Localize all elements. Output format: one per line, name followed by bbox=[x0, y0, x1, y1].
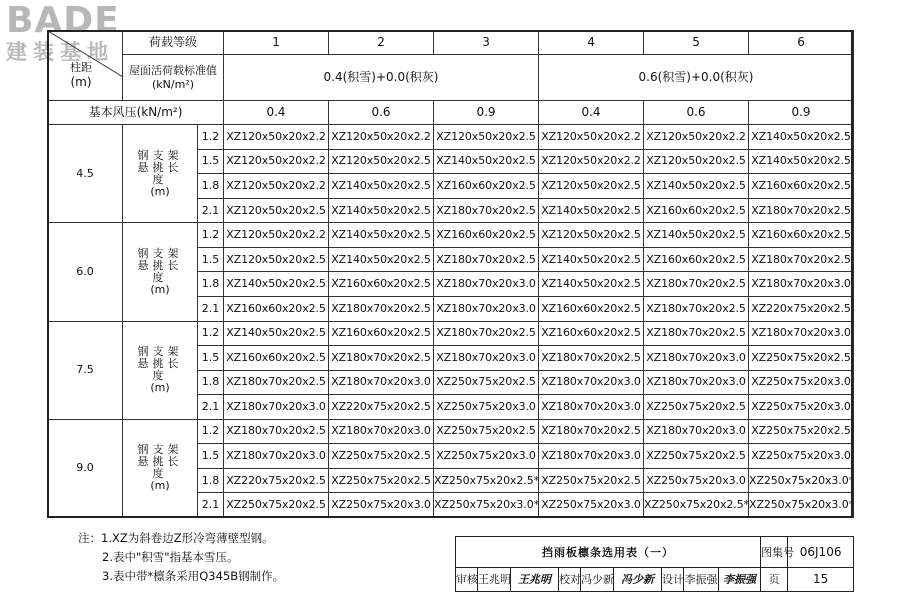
wind-pressure-label: 基本风压(kN/m²) bbox=[48, 101, 224, 125]
note-3: 3.表中带*檩条采用Q345B钢制作。 bbox=[102, 569, 285, 583]
purlin-spec-cell: XZ180x70x20x2.5 bbox=[329, 297, 434, 322]
review-signature: 王兆明 bbox=[511, 567, 559, 591]
purlin-spec-cell: XZ140x50x20x2.5 bbox=[749, 125, 854, 150]
purlin-spec-cell: XZ140x50x20x2.5 bbox=[539, 198, 644, 223]
purlin-spec-cell: XZ120x50x20x2.5 bbox=[644, 149, 749, 174]
purlin-spec-cell: XZ160x60x20x2.5 bbox=[644, 247, 749, 272]
purlin-spec-cell: XZ120x50x20x2.5 bbox=[539, 223, 644, 248]
overhang-length: 1.5 bbox=[198, 149, 224, 174]
overhang-length: 1.8 bbox=[198, 468, 224, 493]
purlin-spec-cell: XZ250x75x20x2.5 bbox=[224, 493, 329, 518]
span-value: 6.0 bbox=[48, 223, 123, 321]
purlin-spec-cell: XZ250x75x20x2.5* bbox=[434, 468, 539, 493]
overhang-length: 1.8 bbox=[198, 174, 224, 199]
purlin-spec-cell: XZ180x70x20x3.0 bbox=[434, 272, 539, 297]
check-name: 冯少新 bbox=[581, 567, 614, 591]
overhang-length: 2.1 bbox=[198, 493, 224, 518]
purlin-spec-cell: XZ120x50x20x2.2 bbox=[539, 125, 644, 150]
purlin-spec-cell: XZ180x70x20x3.0 bbox=[749, 321, 854, 346]
purlin-spec-cell: XZ140x50x20x2.5 bbox=[434, 149, 539, 174]
span-value: 9.0 bbox=[48, 419, 123, 517]
logo-subtitle: 建装基地 bbox=[6, 40, 114, 64]
overhang-unit: (m) bbox=[150, 381, 170, 395]
purlin-spec-cell: XZ180x70x20x3.0 bbox=[539, 444, 644, 469]
purlin-spec-cell: XZ120x50x20x2.2 bbox=[224, 223, 329, 248]
purlin-spec-cell: XZ160x60x20x2.5 bbox=[434, 174, 539, 199]
span-label: 柱距 bbox=[70, 61, 92, 74]
overhang-length: 2.1 bbox=[198, 297, 224, 322]
purlin-spec-cell: XZ120x50x20x2.5 bbox=[539, 174, 644, 199]
purlin-spec-cell: XZ180x70x20x2.5 bbox=[749, 198, 854, 223]
check-label: 校对 bbox=[559, 567, 581, 591]
purlin-spec-cell: XZ160x60x20x2.5 bbox=[329, 321, 434, 346]
purlin-spec-cell: XZ180x70x20x2.5 bbox=[749, 247, 854, 272]
design-signature: 李振强 bbox=[719, 567, 761, 591]
overhang-length: 1.8 bbox=[198, 272, 224, 297]
purlin-spec-cell: XZ140x50x20x2.5 bbox=[539, 247, 644, 272]
span-unit: (m) bbox=[70, 75, 92, 89]
overhang-label: 钢支架悬挑长度 bbox=[137, 246, 183, 284]
purlin-spec-cell: XZ140x50x20x2.5 bbox=[329, 198, 434, 223]
purlin-spec-cell: XZ140x50x20x2.5 bbox=[539, 272, 644, 297]
purlin-spec-cell: XZ250x75x20x2.5 bbox=[434, 419, 539, 444]
purlin-spec-cell: XZ180x70x20x2.5 bbox=[434, 321, 539, 346]
purlin-spec-cell: XZ140x50x20x2.5 bbox=[329, 223, 434, 248]
overhang-length: 1.5 bbox=[198, 346, 224, 371]
grade-3: 3 bbox=[434, 31, 539, 55]
atlas-number: 06J106 bbox=[788, 537, 854, 568]
roof-load-label: 屋面活荷载标准值 bbox=[129, 63, 217, 77]
note-2: 2.表中"积雪"指基本雪压。 bbox=[102, 550, 239, 564]
purlin-spec-cell: XZ140x50x20x2.5 bbox=[329, 174, 434, 199]
overhang-length: 1.2 bbox=[198, 419, 224, 444]
wind-value: 0.6 bbox=[644, 101, 749, 125]
purlin-spec-cell: XZ180x70x20x3.0 bbox=[644, 346, 749, 371]
purlin-spec-cell: XZ250x75x20x2.5 bbox=[329, 444, 434, 469]
overhang-length: 1.5 bbox=[198, 247, 224, 272]
review-label: 审核 bbox=[456, 567, 478, 591]
roof-load-value-b: 0.6(积雪)+0.0(积灰) bbox=[539, 55, 854, 101]
overhang-length: 2.1 bbox=[198, 395, 224, 420]
purlin-spec-cell: XZ250x75x20x3.0 bbox=[434, 395, 539, 420]
purlin-spec-cell: XZ160x60x20x2.5 bbox=[749, 174, 854, 199]
purlin-spec-cell: XZ160x60x20x2.5 bbox=[749, 223, 854, 248]
purlin-spec-cell: XZ250x75x20x2.5* bbox=[644, 493, 749, 518]
note-1: 注：1.XZ为斜卷边Z形冷弯薄壁型钢。 bbox=[78, 531, 274, 545]
purlin-spec-cell: XZ160x60x20x2.5 bbox=[539, 321, 644, 346]
purlin-spec-cell: XZ250x75x20x3.0* bbox=[749, 468, 854, 493]
purlin-spec-cell: XZ250x75x20x3.0 bbox=[644, 468, 749, 493]
purlin-spec-cell: XZ180x70x20x2.5 bbox=[644, 297, 749, 322]
wind-value: 0.6 bbox=[329, 101, 434, 125]
title-block bbox=[455, 536, 854, 592]
purlin-spec-cell: XZ250x75x20x2.5 bbox=[539, 468, 644, 493]
purlin-spec-cell: XZ250x75x20x3.0 bbox=[434, 444, 539, 469]
logo-brand: BADE bbox=[6, 0, 120, 41]
span-value: 7.5 bbox=[48, 321, 123, 419]
grade-2: 2 bbox=[329, 31, 434, 55]
purlin-spec-cell: XZ180x70x20x2.5 bbox=[329, 346, 434, 371]
overhang-length: 1.2 bbox=[198, 223, 224, 248]
purlin-spec-cell: XZ180x70x20x2.5 bbox=[224, 419, 329, 444]
purlin-spec-cell: XZ180x70x20x3.0 bbox=[539, 370, 644, 395]
purlin-spec-cell: XZ140x50x20x2.5 bbox=[224, 321, 329, 346]
purlin-spec-cell: XZ120x50x20x2.5 bbox=[329, 149, 434, 174]
drawing-title: 挡雨板檩条选用表（一） bbox=[456, 537, 761, 568]
purlin-spec-cell: XZ250x75x20x3.0 bbox=[329, 493, 434, 518]
purlin-spec-cell: XZ250x75x20x2.5 bbox=[644, 444, 749, 469]
purlin-spec-cell: XZ140x50x20x2.5 bbox=[224, 272, 329, 297]
purlin-spec-cell: XZ180x70x20x3.0 bbox=[224, 444, 329, 469]
wind-value: 0.9 bbox=[749, 101, 854, 125]
purlin-spec-cell: XZ180x70x20x3.0 bbox=[434, 346, 539, 371]
purlin-spec-cell: XZ120x50x20x2.2 bbox=[644, 125, 749, 150]
purlin-spec-cell: XZ120x50x20x2.2 bbox=[329, 125, 434, 150]
overhang-length: 2.1 bbox=[198, 198, 224, 223]
overhang-length: 1.2 bbox=[198, 125, 224, 150]
overhang-unit: (m) bbox=[150, 184, 170, 198]
grade-6: 6 bbox=[749, 31, 854, 55]
purlin-spec-cell: XZ120x50x20x2.2 bbox=[539, 149, 644, 174]
purlin-spec-cell: XZ220x75x20x2.5 bbox=[224, 468, 329, 493]
purlin-spec-cell: XZ180x70x20x2.5 bbox=[539, 419, 644, 444]
grade-4: 4 bbox=[539, 31, 644, 55]
roof-load-unit: (kN/m²) bbox=[152, 77, 195, 91]
overhang-length: 1.8 bbox=[198, 370, 224, 395]
table-border bbox=[47, 30, 853, 518]
purlin-spec-cell: XZ160x60x20x2.5 bbox=[224, 297, 329, 322]
purlin-spec-cell: XZ180x70x20x3.0 bbox=[749, 272, 854, 297]
purlin-spec-cell: XZ250x75x20x3.0 bbox=[749, 444, 854, 469]
grade-1: 1 bbox=[224, 31, 329, 55]
purlin-spec-cell: XZ160x60x20x2.5 bbox=[539, 297, 644, 322]
overhang-label: 钢支架悬挑长度 bbox=[137, 443, 183, 481]
notes bbox=[78, 529, 284, 586]
overhang-label: 钢支架悬挑长度 bbox=[137, 344, 183, 383]
overhang-unit: (m) bbox=[150, 283, 170, 297]
purlin-spec-cell: XZ160x60x20x2.5 bbox=[224, 346, 329, 371]
purlin-spec-cell: XZ180x70x20x3.0 bbox=[539, 395, 644, 420]
purlin-spec-cell: XZ140x50x20x2.5 bbox=[329, 247, 434, 272]
purlin-spec-cell: XZ250x75x20x2.5 bbox=[749, 419, 854, 444]
overhang-length: 1.2 bbox=[198, 321, 224, 346]
purlin-spec-cell: XZ220x75x20x2.5 bbox=[329, 395, 434, 420]
purlin-spec-cell: XZ180x70x20x2.5 bbox=[434, 198, 539, 223]
wind-value: 0.9 bbox=[434, 101, 539, 125]
overhang-unit: (m) bbox=[150, 479, 170, 493]
load-grade-label: 荷载等级 bbox=[123, 31, 224, 55]
purlin-spec-cell: XZ180x70x20x2.5 bbox=[644, 272, 749, 297]
purlin-spec-cell: XZ220x75x20x2.5 bbox=[749, 297, 854, 322]
purlin-spec-cell: XZ120x50x20x2.5 bbox=[224, 247, 329, 272]
purlin-spec-cell: XZ180x70x20x3.0 bbox=[329, 419, 434, 444]
purlin-spec-cell: XZ160x60x20x2.5 bbox=[329, 272, 434, 297]
purlin-spec-cell: XZ120x50x20x2.5 bbox=[434, 125, 539, 150]
purlin-spec-cell: XZ180x70x20x2.5 bbox=[644, 321, 749, 346]
roof-load-value-a: 0.4(积雪)+0.0(积灰) bbox=[224, 55, 539, 101]
page-label: 页 bbox=[761, 567, 788, 591]
design-name: 李振强 bbox=[684, 567, 719, 591]
purlin-spec-cell: XZ250x75x20x2.5 bbox=[434, 370, 539, 395]
wind-value: 0.4 bbox=[539, 101, 644, 125]
purlin-spec-cell: XZ140x50x20x2.5 bbox=[644, 174, 749, 199]
purlin-spec-cell: XZ120x50x20x2.2 bbox=[224, 125, 329, 150]
purlin-spec-cell: XZ140x50x20x2.5 bbox=[644, 223, 749, 248]
purlin-spec-cell: XZ180x70x20x3.0 bbox=[644, 370, 749, 395]
purlin-spec-cell: XZ250x75x20x3.0 bbox=[749, 370, 854, 395]
purlin-spec-cell: XZ180x70x20x3.0 bbox=[224, 395, 329, 420]
purlin-spec-cell: XZ180x70x20x2.5 bbox=[434, 247, 539, 272]
purlin-spec-cell: XZ250x75x20x3.0 bbox=[539, 493, 644, 518]
overhang-length: 1.5 bbox=[198, 444, 224, 469]
atlas-label: 图集号 bbox=[761, 537, 788, 568]
purlin-spec-cell: XZ120x50x20x2.5 bbox=[224, 198, 329, 223]
purlin-spec-cell: XZ250x75x20x3.0* bbox=[749, 493, 854, 518]
purlin-spec-cell: XZ140x50x20x2.5 bbox=[749, 149, 854, 174]
overhang-label: 钢支架悬挑长度 bbox=[137, 148, 183, 186]
purlin-spec-cell: XZ180x70x20x3.0 bbox=[329, 370, 434, 395]
purlin-spec-cell: XZ250x75x20x2.5 bbox=[644, 395, 749, 420]
span-value: 4.5 bbox=[48, 125, 123, 223]
purlin-spec-cell: XZ180x70x20x2.5 bbox=[224, 370, 329, 395]
purlin-spec-cell: XZ180x70x20x3.0 bbox=[644, 419, 749, 444]
grade-5: 5 bbox=[644, 31, 749, 55]
check-signature: 冯少新 bbox=[614, 567, 662, 591]
purlin-spec-cell: XZ180x70x20x3.0 bbox=[434, 297, 539, 322]
purlin-spec-cell: XZ160x60x20x2.5 bbox=[434, 223, 539, 248]
purlin-spec-cell: XZ250x75x20x2.5 bbox=[329, 468, 434, 493]
page-number: 15 bbox=[788, 567, 854, 591]
purlin-spec-cell: XZ250x75x20x2.5 bbox=[749, 346, 854, 371]
purlin-spec-cell: XZ250x75x20x3.0 bbox=[749, 395, 854, 420]
purlin-spec-cell: XZ120x50x20x2.2 bbox=[224, 149, 329, 174]
purlin-spec-cell: XZ120x50x20x2.2 bbox=[224, 174, 329, 199]
purlin-spec-cell: XZ250x75x20x3.0* bbox=[434, 493, 539, 518]
design-label: 设计 bbox=[662, 567, 684, 591]
review-name: 王兆明 bbox=[478, 567, 511, 591]
purlin-spec-cell: XZ160x60x20x2.5 bbox=[644, 198, 749, 223]
wind-value: 0.4 bbox=[224, 101, 329, 125]
purlin-spec-cell: XZ180x70x20x2.5 bbox=[539, 346, 644, 371]
